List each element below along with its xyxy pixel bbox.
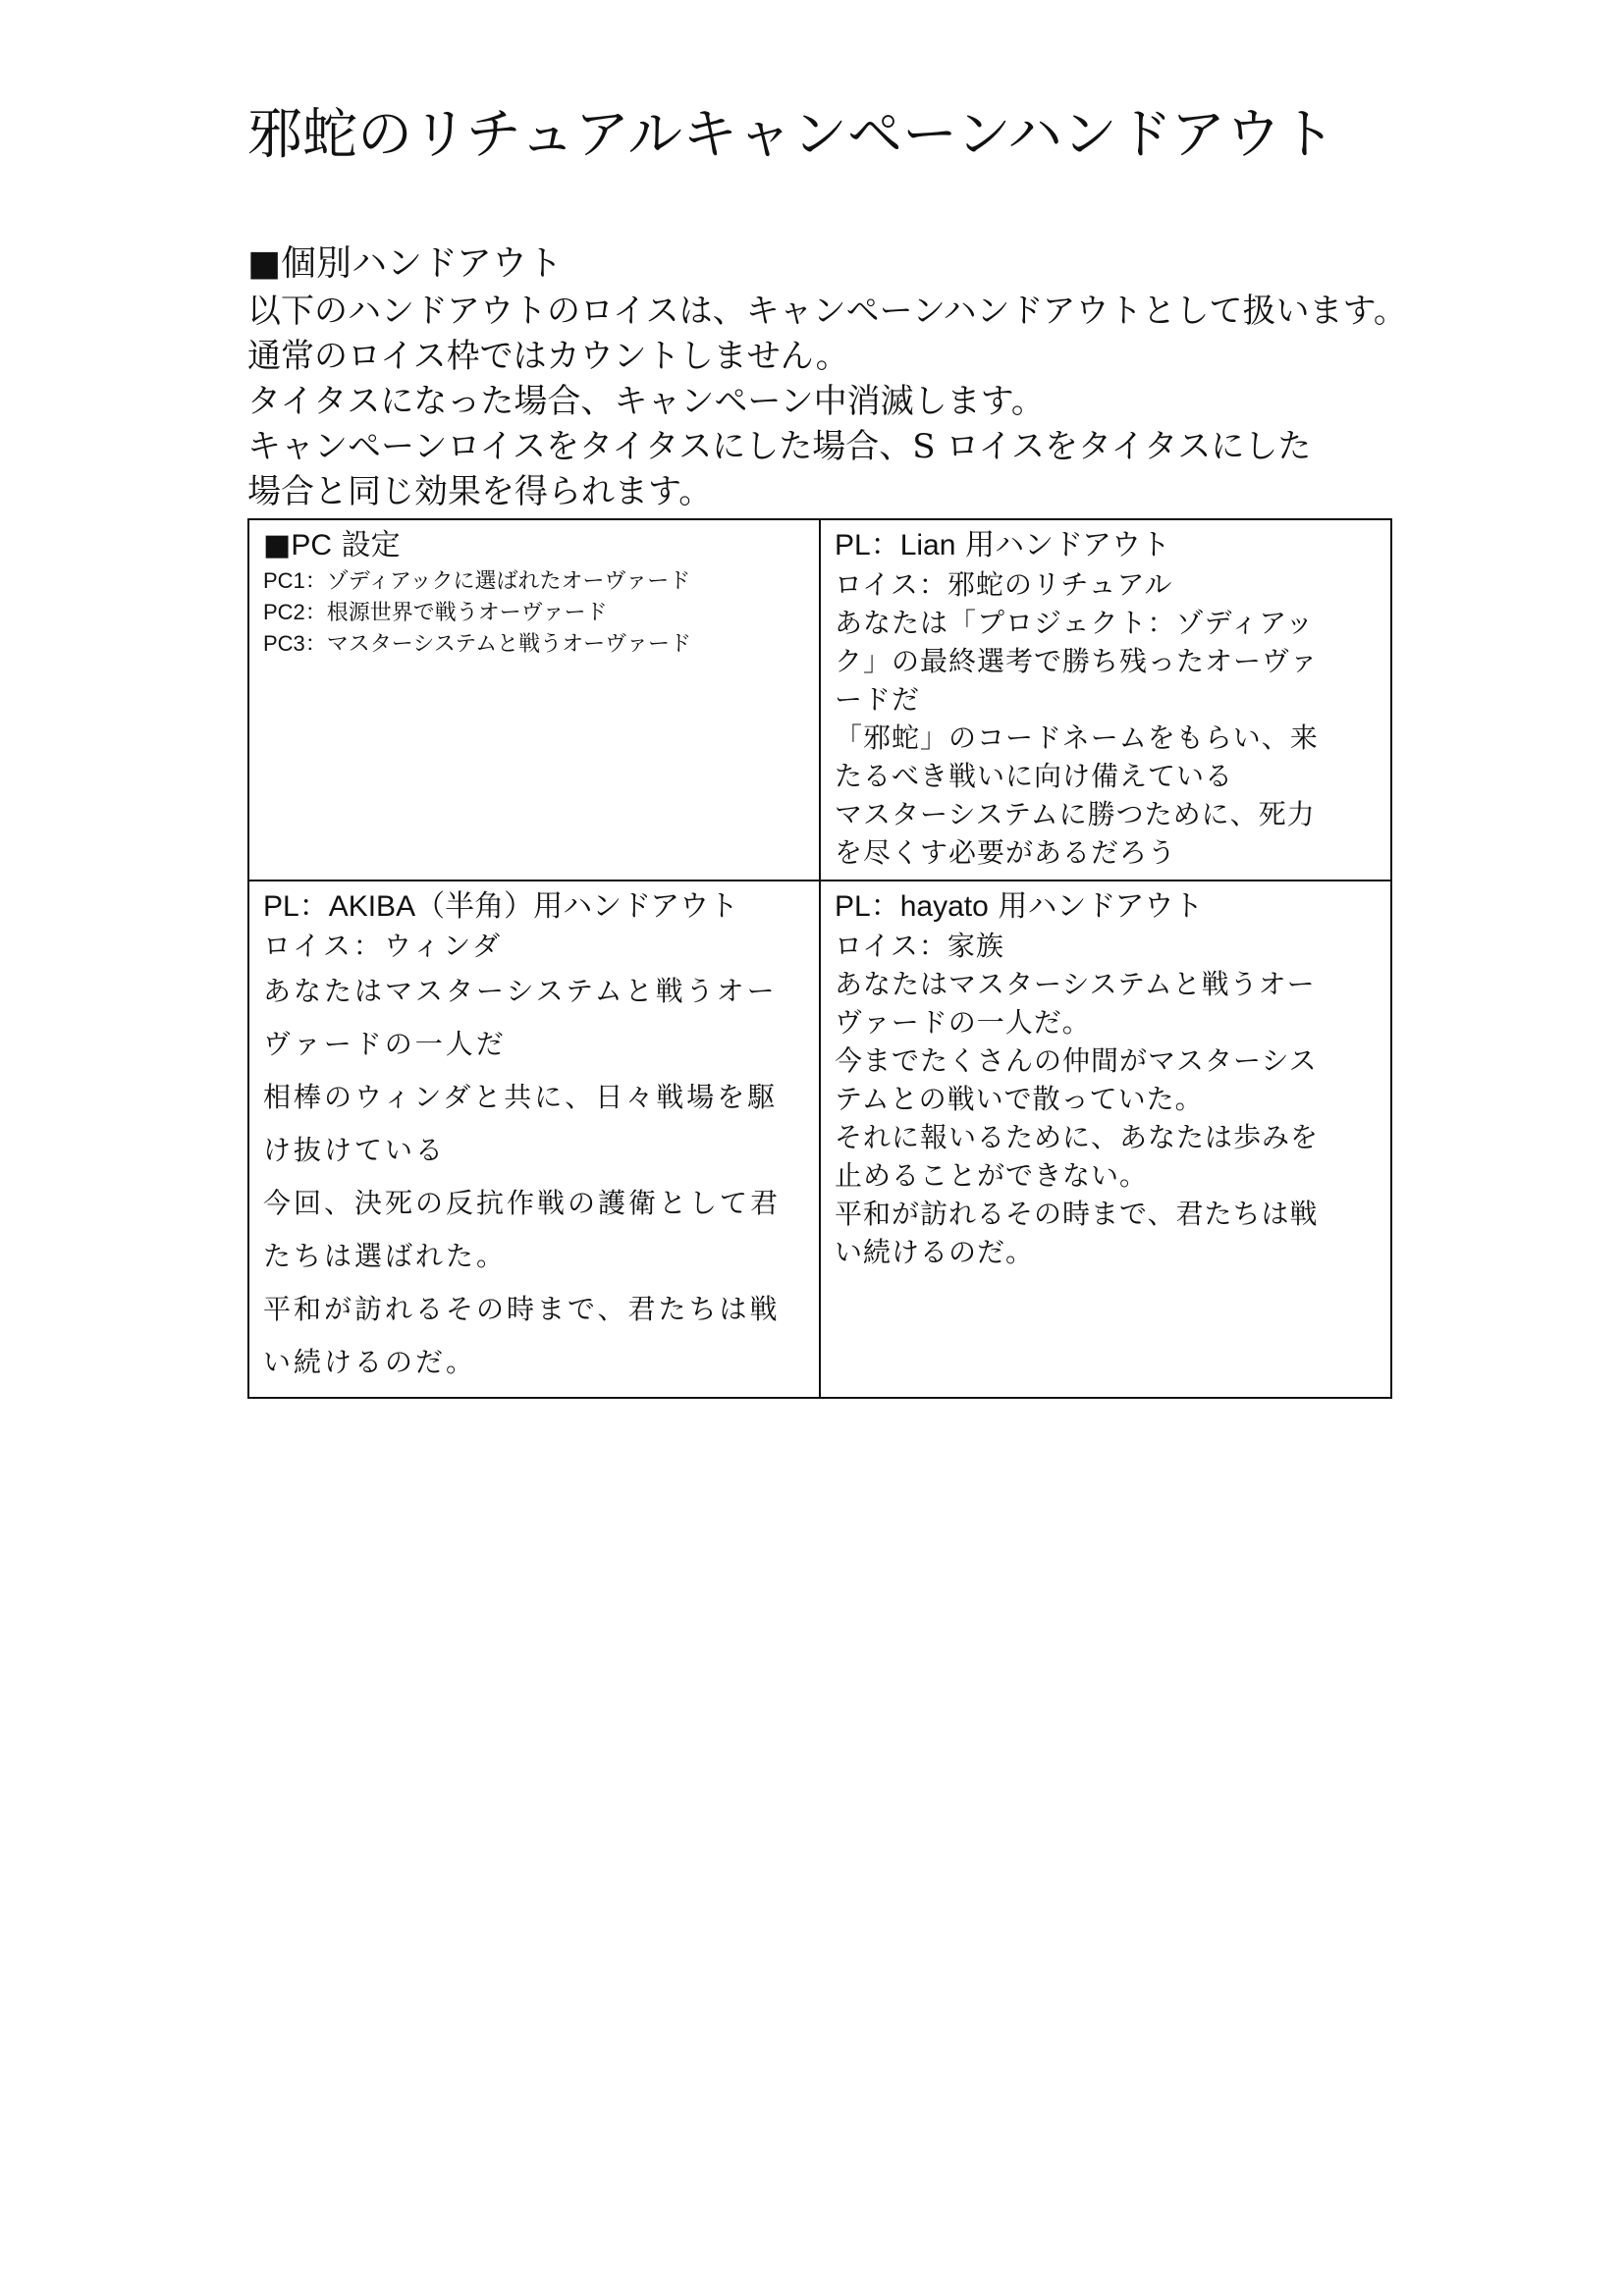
hayato-handout-heading <box>835 887 1379 927</box>
page-title: 邪蛇のリチュアルキャンペーンハンドアウト <box>247 103 1336 167</box>
settings-label: 設定 <box>332 528 401 562</box>
pc-id: PC1 <box>263 568 305 593</box>
handout-text-line: 平和が訪れるその時まで、君たちは戦 <box>263 1293 781 1325</box>
section-heading: ■個別ハンドアウト <box>247 243 563 284</box>
akiba-handout-heading <box>263 887 807 927</box>
handout-text-line: 今までたくさんの仲間がマスターシス <box>835 1044 1318 1077</box>
lois-line: ロイス：邪蛇のリチュアル <box>835 568 1173 601</box>
pc-item <box>263 565 807 597</box>
handout-text-line: ードだ <box>835 683 921 716</box>
pc-label: PC <box>291 529 333 561</box>
pc-item <box>263 597 807 628</box>
player-name: Lian <box>899 529 956 561</box>
lois-line: ロイス：ウィンダ <box>263 930 504 962</box>
player-name: AKIBA <box>328 890 416 923</box>
handout-suffix: 用ハンドアウト <box>988 889 1204 924</box>
handout-text-line: ク」の最終選考で勝ち残ったオーヴァ <box>835 645 1319 677</box>
pc-id: PC2 <box>263 600 305 624</box>
hayato-handout-cell <box>820 881 1391 1398</box>
handout-text-line: 「邪蛇」のコードネームをもらい、来 <box>835 721 1319 754</box>
handout-text-line: い続けるのだ。 <box>835 1236 1035 1268</box>
handout-text-line: ヴァードの一人だ <box>263 1028 507 1060</box>
akiba-handout-cell <box>248 881 820 1398</box>
pc-settings-cell <box>248 519 820 881</box>
handout-text-line: 止めることができない。 <box>835 1159 1149 1192</box>
intro-line: 場合と同じ効果を得られます。 <box>247 472 713 511</box>
intro-line: キャンペーンロイスをタイタスにした場合、S ロイスをタイタスにした <box>247 427 1312 466</box>
pl-prefix: PL： <box>835 890 900 923</box>
handout-text-line: を尽くす必要があるだろう <box>835 836 1177 869</box>
pc-item <box>263 628 807 660</box>
lois-line: ロイス：家族 <box>835 930 1004 962</box>
handout-text-line: たちは選ばれた。 <box>263 1240 508 1272</box>
handout-suffix: 用ハンドアウト <box>955 528 1171 562</box>
intro-paragraph <box>247 289 1426 514</box>
handout-text-line: あなたはマスターシステムと戦うオー <box>263 975 778 1007</box>
handout-text-line: 今回、決死の反抗作戦の護衛として君 <box>263 1187 782 1219</box>
pc-description: ：マスターシステムと戦うオーヴァード <box>304 632 691 657</box>
intro-line: 以下のハンドアウトのロイスは、キャンペーンハンドアウトとして扱います。 <box>247 292 1407 331</box>
table-row <box>248 881 1391 1398</box>
pc-description: ：根源世界で戦うオーヴァード <box>304 601 608 625</box>
lian-handout-heading <box>835 526 1379 565</box>
handout-text-line: ヴァードの一人だ。 <box>835 1006 1091 1039</box>
pl-prefix: PL： <box>263 890 329 923</box>
pc-id: PC3 <box>263 631 305 656</box>
handout-text-line: テムとの戦いで散っていた。 <box>835 1083 1204 1115</box>
table-row <box>248 519 1391 881</box>
handout-text-line: マスターシステムに勝つために、死力 <box>835 798 1316 830</box>
handout-text-line: 平和が訪れるその時まで、君たちは戦 <box>835 1198 1319 1230</box>
handout-text-line: あなたは「プロジェクト：ゾディアッ <box>835 607 1315 639</box>
lian-handout-cell <box>820 519 1391 881</box>
handout-text-line: それに報いるために、あなたは歩みを <box>835 1121 1320 1153</box>
pc-settings-heading <box>263 526 807 565</box>
handout-suffix: （半角）用ハンドアウト <box>415 889 739 924</box>
pl-prefix: PL： <box>835 529 900 561</box>
handout-table <box>247 518 1392 1399</box>
handout-text-line: 相棒のウィンダと共に、日々戦場を駆 <box>263 1081 779 1113</box>
square-bullet: ■ <box>263 528 292 562</box>
handout-text-line: い続けるのだ。 <box>263 1346 477 1378</box>
handout-text-line: け抜けている <box>263 1134 447 1166</box>
pc-description: ：ゾディアックに選ばれたオーヴァード <box>304 569 691 594</box>
intro-line: タイタスになった場合、キャンペーン中消滅します。 <box>247 382 1045 421</box>
handout-text-line: たるべき戦いに向け備えている <box>835 760 1234 792</box>
player-name: hayato <box>899 890 989 923</box>
handout-text-line: あなたはマスターシステムと戦うオー <box>835 968 1316 1000</box>
intro-line: 通常のロイス枠ではカウントしません。 <box>247 337 849 376</box>
